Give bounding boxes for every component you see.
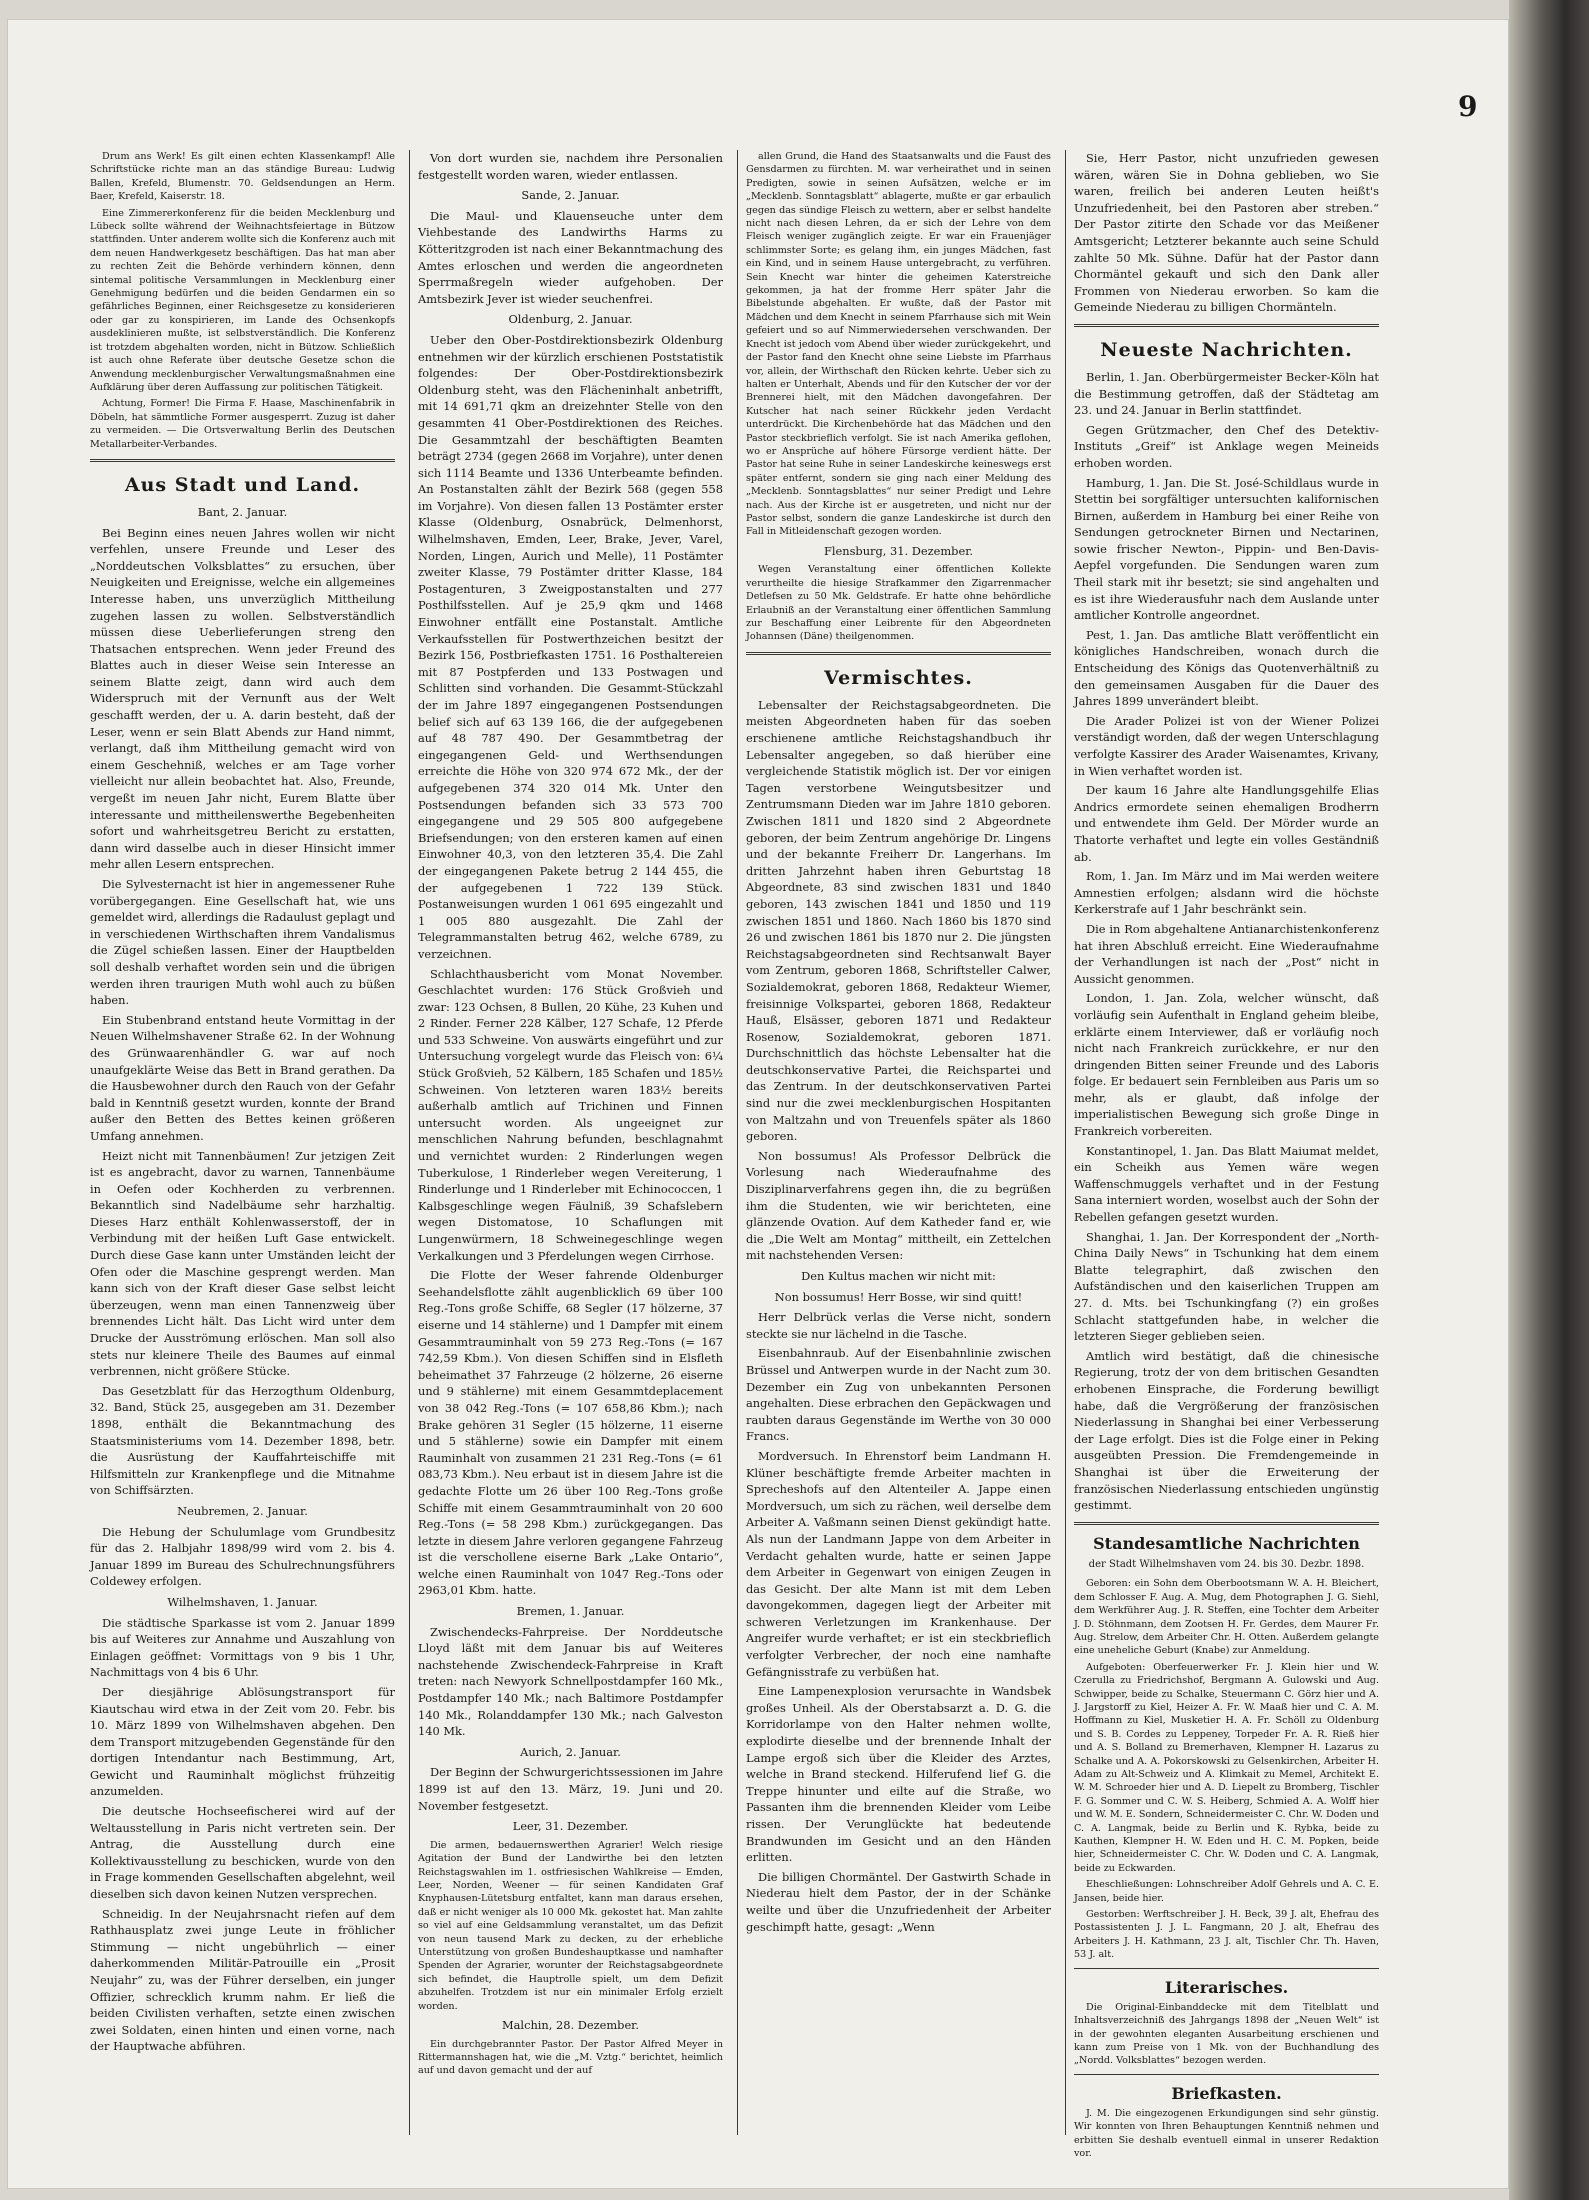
dateline: Oldenburg, 2. Januar. xyxy=(508,312,633,327)
article-paragraph: Pest, 1. Jan. Das amtliche Blatt veröffentlicht ein königliches Handschreiben, wonach durch die Entscheidung des Königs das Quotenverhältniß zu den gemeinsamen Ausgaben für die Dauer des Jahres 1899 unverändert bleibt. xyxy=(1074,627,1379,709)
article-paragraph: Amtlich wird bestätigt, daß die chinesische Regierung, trotz der von dem britischen Gesandten erhobenen Einsprache, die Forderung bewilligt habe, daß die Vergrößerung der französischen Niederlassung in Shanghai bei einer Verbesserung der Lage erfolgt. Dies ist die Folge einer in Peking ausgeübten Pression. Die Fremdengemeinde in Shanghai ist über die Erweiterung der französischen Niederlassung entschieden ungünstig gestimmt. xyxy=(1074,1348,1379,1513)
article-paragraph: Achtung, Former! Die Firma F. Haase, Maschinenfabrik in Döbeln, hat sämmtliche Former ausgesperrt. Zuzug ist daher zu vermeiden. — Die Ortsverwaltung Berlin des Deutschen Metallarbeiter-Verbandes. xyxy=(90,398,395,450)
article-paragraph: allen Grund, die Hand des Staatsanwalts und die Faust des Gensdarmen zu fürchten. M. war verheirathet und in seinen Predigten, sowie in seinen Aufsätzen, welche er im „Mecklenb. Sonntagsblatt“ ablagerte, mußte er gar erbaulich gegen das sündige Fleisch zu wettern, aber er selbst handelte nicht nach diesen Lehren, da er sich der Lehre von dem Fleisch weniger zugänglich zeigte. Er war ein Frauenjäger schlimmster Sorte; es gelang ihm, ein junges Mädchen, fast ein Kind, und in seinem Hause untergebracht, zu verführen. Sein Knecht war hinter die geheimen Katerstreiche gekommen, ja hat der fromme Herr später Jahr die Bibelstunde abgehalten. Er wußte, daß der Pastor mit Mädchen und dem Knecht in seinem Pfarrhause sich mit Wein gefeiert und so auf Nimmerwiedersehen verschwanden. Der Knecht ist jedoch vom Abend über wieder zurückgekehrt, und der Pastor fand den Knecht ohne seine Liebste im Pfarrhaus vor, allein, der Wirthschaft den Rücken kehrte. Ueber sich zu halten er Unterhalt, Abends und für den Kutscher der vor der Brennerei hielt, mit den Mädchen davongefahren. Der Kutscher hat nach seiner Rückkehr jeden Verdacht unterdrückt. Die Kirchenbehörde hat das Mädchen und den Pastor steckbrieflich verfolgt. Sie ist nach Amerika geflohen, wo er Ansprüche auf höhere Fürsorge verdient hätte. Der Pastor hat seine Ruhe in seiner Landeskirche keineswegs erst später entfernt, sondern sie ging nach einer Meldung des „Mecklenb. Sonntagsblattes“ nur seiner Predigt und Lehre nach. Aus der Kirche ist er ausgetreten, und nicht nur der Pastor selbst, sondern die ganze Landeskirche ist durch den Fall in Mitleidenschaft gezogen worden. xyxy=(746,151,1051,538)
article-paragraph: Shanghai, 1. Jan. Der Korrespondent der „North-China Daily News“ in Tschunking hat dem einem Blatte telegraphirt, daß zwischen den Aufständischen und den kaiserlichen Truppen am 27. d. Mts. bei Tschunkingfang (?) ein großes Schlacht stattgefunden habe, in welcher die letzteren Sieger geblieben seien. xyxy=(1074,1229,1379,1344)
article-paragraph: Der Beginn der Schwurgerichtssessionen im Jahre 1899 ist auf den 13. März, 19. Juni und 20. November festgesetzt. xyxy=(418,1765,723,1813)
article-paragraph: Eheschließungen: Lohnschreiber Adolf Gehrels und A. C. E. Jansen, beide hier. xyxy=(1074,1879,1379,1904)
section-heading: Neueste Nachrichten. xyxy=(1100,338,1353,361)
article-paragraph: Ein durchgebrannter Pastor. Der Pastor Alfred Meyer in Rittermannshagen hat, wie die „M. Vztg.“ berichtet, heimlich auf und davon gemacht und der auf xyxy=(418,2038,723,2077)
article-paragraph: Die städtische Sparkasse ist vom 2. Januar 1899 bis auf Weiteres zur Annahme und Auszahlung von Einlagen geöffnet: Vormittags von 9 bis 1 Uhr, Nachmittags von 4 bis 6 Uhr. xyxy=(90,1615,395,1680)
article-paragraph: Eine Zimmererkonferenz für die beiden Mecklenburg und Lübeck sollte während der Weihnachtsfeiertage in Bützow stattfinden. Unter anderem wollte sich die Konferenz auch mit dem neuen Handwerkgesetz beschäftigen. Das hat man aber zu rechten Zeit die Behörde verhindern können, denn sintemal politische Versammlungen in Mecklenburg einer Genehmigung bedürfen und die beiden Gendarmen ein so gefährliches Beginnen, einer Reichsgesetze zu konsiderieren oder gar zu konspirieren, im Lande des Ochsenkopfs ausdeklinieren mußte, ist selbstverständlich. Die Konferenz ist trotzdem abgehalten worden, nicht in Bützow. Schließlich ist auch ohne Referate über deutsche Gesetze schon die Anwendung mecklenburgischer Verwaltungsmaßnahmen eine Aufklärung über deren Auffassung zur politischen Tätigkeit. xyxy=(90,207,395,393)
article-paragraph: Ueber den Ober-Postdirektionsbezirk Oldenburg entnehmen wir der kürzlich erschienen Poststatistik folgendes: Der Ober-Postdirektionsbezirk Oldenburg steht, was den Flächeninhalt anbetrifft, mit 14 691,71 qkm an dreizehnter Stelle von den gesammten 41 Ober-Postdirektionen des Reiches. Die Gesammtzahl der beschäftigten Beamten beträgt 2734 (gegen 2668 im Vorjahre), unter denen sich 1114 Beamte und 1336 Unterbeamte befinden. An Postanstalten zählt der Bezirk 568 (gegen 558 im Vorjahre). Von diesen fallen 13 Postämter erster Klasse (Oldenburg, Osnabrück, Delmenhorst, Wilhelmshaven, Emden, Leer, Brake, Jever, Varel, Norden, Lingen, Aurich und Melle), 11 Postämter zweiter Klasse, 79 Postämter dritter Klasse, 184 Postagenturen, 3 Zweigpostanstalten und 277 Posthilfsstellen. Auf je 25,9 qkm und 1468 Einwohner entfällt eine Postanstalt. Amtliche Verkaufsstellen für Postwerthzeichen besitzt der Bezirk 156, Postbriefkasten 1751. 16 Posthaltereien mit 87 Postpferden und 133 Postwagen und Schlitten sind vorhanden. Die Gesammt-Stückzahl der im Jahre 1897 eingegangenen Postsendungen belief sich auf 63 139 166, die der aufgegebenen auf 48 787 490. Der Gesammtbetrag der eingegangenen Geld- und Werthsendungen erreichte die Höhe von 320 974 672 Mk., der der aufgegebenen 374 320 014 Mk. Unter den Postsendungen befanden sich 33 573 700 eingegangene und 29 505 800 aufgegebene Briefsendungen; von den ersteren kamen auf einen Einwohner 40,3, von den letzteren 35,4. Die Zahl der eingegangenen Pakete betrug 2 144 455, die der aufgegebenen 1 722 139 Stück. Postanweisungen wurden 1 061 695 eingezahlt und 1 005 880 ausgezahlt. Die Zahl der Telegrammanstalten betrug 462, welche 6789, zu verzeichnen. xyxy=(418,332,723,961)
article-paragraph: Die in Rom abgehaltene Antianarchistenkonferenz hat ihren Abschluß erreicht. Eine Wiederaufnahme der Verhandlungen ist nach der „Post“ nicht in Aussicht genommen. xyxy=(1074,921,1379,986)
article-paragraph: Der kaum 16 Jahre alte Handlungsgehilfe Elias Andrics ermordete seinen ehemaligen Brodherrn und entwendete ihm Geld. Der Mörder wurde an Thatorte verhaftet und legte ein volles Geständniß ab. xyxy=(1074,783,1379,864)
section-divider xyxy=(1074,1968,1379,1969)
column-1 xyxy=(90,150,395,2135)
article-paragraph: Die billigen Chormäntel. Der Gastwirth Schade in Niederau hielt dem Pastor, der in der Schänke weilte und über die Unzufriedenheit der Arbeiter geschimpft hatte, gesagt: „Wenn xyxy=(746,1869,1051,1934)
article-paragraph: Die Arader Polizei ist von der Wiener Polizei verständigt worden, daß der wegen Unterschlagung verfolgte Kassirer des Arader Waisenamtes, Krivany, in Wien verhaftet worden ist. xyxy=(1074,713,1379,778)
article-paragraph: Sie, Herr Pastor, nicht unzufrieden gewesen wären, wären Sie in Dohna geblieben, wo Sie waren, freilich bei anderen Leuten heißt's Unzufriedenheit, bei den Pastoren aber streben.“ Der Pastor zitirte den Schade vor das Meißener Amtsgericht; Letzterer bekannte auch seine Schuld zahlte 50 Mk. Sühne. Dafür hat der Pastor dann Chormäntel gekauft und sich den Dank aller Frommen von Niederau erworben. So kam die Gemeinde Niederau zu billigen Chormänteln. xyxy=(1074,151,1379,315)
section-heading: Literarisches. xyxy=(1164,1977,1289,1997)
article-paragraph: Gestorben: Werftschreiber J. H. Beck, 39 J. alt, Ehefrau des Postassistenten J. J. L. Fangmann, 20 J. alt, Ehefrau des Arbeiters J. H. Kathmann, 23 J. alt, Tischler Chr. Th. Haven, 53 J. alt. xyxy=(1074,1909,1379,1961)
verse-line: Non bossumus! Herr Bosse, wir sind quitt! xyxy=(774,1289,1023,1304)
article-paragraph: Zwischendecks-Fahrpreise. Der Norddeutsche Lloyd läßt mit dem Januar bis auf Weiteres nachstehende Zwischendeck-Fahrpreise in Kraft treten: nach Newyork Schnellpostdampfer 160 Mk., Postdampfer 140 Mk.; nach Baltimore Postdampfer 140 Mk., Rolanddampfer 130 Mk.; nach Galveston 140 Mk. xyxy=(418,1624,723,1739)
article-paragraph: Eisenbahnraub. Auf der Eisenbahnlinie zwischen Brüssel und Antwerpen wurde in der Nacht zum 30. Dezember ein Zug von unbekannten Personen angehalten. Diese erbrachen den Gepäckwagen und raubten daraus Gegenstände im Werthe von 30 000 Francs. xyxy=(746,1346,1051,1444)
article-paragraph: Schlachthausbericht vom Monat November. Geschlachtet wurden: 176 Stück Großvieh und zwar: 123 Ochsen, 8 Bullen, 20 Kühe, 23 Kuhen und 2 Rinder. Ferner 228 Kälber, 127 Schafe, 12 Pferde und 533 Schweine. Von auswärts eingeführt und zur Untersuchung vorgelegt wurde das Fleisch von: 6¼ Stück Großvieh, 52 Kälbern, 185 Schafen und 185½ Schweinen. Von letzteren waren 183½ bereits außerhalb amtlich auf Trichinen und Finnen untersucht worden. Als ungeeignet zur menschlichen Nahrung befunden, beschlagnahmt und vernichtet wurden: 2 Rinderlungen wegen Tuberkulose, 1 Rinderleber wegen Vereiterung, 1 Rinderlunge und 1 Rinderleber mit Echinococcen, 1 Kalbsgeschlinge wegen Fäulniß, 39 Schafslebern wegen Distomatose, 10 Schaflungen mit Lungenwürmern, 18 Schweinegeschlinge wegen Verkalkungen und 3 Pferdelungen wegen Cirrhose. xyxy=(418,966,723,1263)
article-paragraph: Die deutsche Hochseefischerei wird auf der Weltausstellung in Paris nicht vertreten sein. Der Antrag, die Ausstellung durch eine Kollektivausstellung zu beschicken, wurde von den in Frage kommenden Gesellschaften abgelehnt, weil dieselben sich davon keinen Nutzen versprechen. xyxy=(90,1804,395,1902)
article-paragraph: Gegen Grützmacher, den Chef des Detektiv-Instituts „Greif“ ist Anklage wegen Meineids erhoben worden. xyxy=(1074,422,1379,470)
dateline: Malchin, 28. Dezember. xyxy=(501,2018,640,2033)
section-divider xyxy=(90,459,395,462)
article-paragraph: Eine Lampenexplosion verursachte in Wandsbek großes Unheil. Als der Oberstabsarzt a. D. G. die Korridorlampe von den Halter nehmen wollte, explodirte dieselbe und der brennende Inhalt der Lampe ergoß sich über die Kleider des Arztes, welche in Brand steckend. Hilferufend lief G. die Treppe hinunter und eilte auf die Straße, wo Passanten ihm die brennenden Kleider vom Leibe rissen. Der Verunglückte hat bedeutende Brandwunden im Gesicht und an den Händen erlitten. xyxy=(746,1684,1051,1865)
dateline: Aurich, 2. Januar. xyxy=(520,1744,621,1759)
article-paragraph: Die Hebung der Schulumlage vom Grundbesitz für das 2. Halbjahr 1898/99 wird vom 2. bis 4. Januar 1899 im Bureau des Schulrechnungsführers Coldewey erfolgen. xyxy=(90,1524,395,1589)
section-heading: Aus Stadt und Land. xyxy=(124,473,361,496)
article-paragraph: Schneidig. In der Neujahrsnacht riefen auf dem Rathhausplatz zwei junge Leute in fröhlicher Stimmung — nicht ungebührlich — einer daherkommenden Militär-Patrouille ein „Prosit Neujahr“ zu, was der Führer derselben, ein junger Offizier, schrecklich krumm nahm. Er ließ die beiden Civilisten verhaften, setzte einen zwischen zwei Soldaten, einen hinten und einen vorne, nach der Hauptwache abführen. xyxy=(90,1906,395,2054)
section-subheading: der Stadt Wilhelmshaven vom 24. bis 30. Dezbr. 1898. xyxy=(1088,1558,1365,1570)
article-paragraph: Herr Delbrück verlas die Verse nicht, sondern steckte sie nur lächelnd in die Tasche. xyxy=(746,1310,1051,1341)
article-paragraph: Drum ans Werk! Es gilt einen echten Klassenkampf! Alle Schriftstücke richte man an das ständige Bureau: Ludwig Ballen, Krefeld, Blumenstr. 70. Geldsendungen an Herm. Baer, Krefeld, Kaiserstr. 18. xyxy=(90,151,395,203)
page-number: 9 xyxy=(1458,90,1478,123)
dateline: Leer, 31. Dezember. xyxy=(512,1819,629,1834)
article-paragraph: Von dort wurden sie, nachdem ihre Personalien festgestellt worden waren, wieder entlassen. xyxy=(418,151,723,182)
dateline: Wilhelmshaven, 1. Januar. xyxy=(167,1594,318,1609)
article-paragraph: Geboren: ein Sohn dem Oberbootsmann W. A. H. Bleichert, dem Schlosser F. Aug. A. Mug, dem Photographen J. G. Siehl, dem Werkführer Aug. J. R. Steffen, eine Tochter dem Arbeiter J. D. Stöhnmann, dem Zootsen H. Fr. Gerdes, dem Maurer Fr. Aug. Strelow, dem Arbeiter Chr. H. Otten. Außerdem gelangte eine uneheliche Geburt (Knabe) zur Anmeldung. xyxy=(1074,1578,1379,1657)
column-rule xyxy=(1065,150,1066,2135)
verse-line: Den Kultus machen wir nicht mit: xyxy=(801,1269,996,1283)
article-paragraph: Rom, 1. Jan. Im März und im Mai werden weitere Amnestien erfolgen; alsdann wird die höchste Kerkerstrafe auf 1 Jahr beschränkt sein. xyxy=(1074,869,1379,917)
article-paragraph: Konstantinopel, 1. Jan. Das Blatt Maiumat meldet, ein Scheikh aus Yemen wäre wegen Waffenschmuggels verhaftet und in der Festung Sana interniert worden, woselbst auch der Sohn der Rebellen gefangen gesetzt wurden. xyxy=(1074,1143,1379,1225)
article-paragraph: Mordversuch. In Ehrenstorf beim Landmann H. Klüner beschäftigte fremde Arbeiter machten in Sprecheshofs auf den Altenteiler A. Jappe einen Mordversuch, um sich zu rächen, weil derselbe dem Arbeiter A. Vaßmann seinen Dienst gekündigt hatte. Als nun der Landmann Jappe von dem Arbeiter in Verdacht gehalten wurde, hatte er seinen Jappe dem Arbeiter in Gegenwart von einigen Zeugen in das Gesicht. Der alte Mann ist mit dem Leben davongekommen, dagegen liegt der Arbeiter mit schweren Verletzungen im Krankenhause. Der Angreifer wurde verhaftet; er ist ein steckbrieflich verfolgter Verbrecher, der noch eine namhafte Gefängnisstrafe zu verbüßen hat. xyxy=(746,1448,1051,1679)
article-paragraph: Lebensalter der Reichstagsabgeordneten. Die meisten Abgeordneten haben für das soeben erschienene amtliche Reichstagshandbuch ihr Lebensalter angegeben, so daß hierüber eine vergleichende Statistik möglich ist. Der vor einigen Tagen verstorbene Weingutsbesitzer und Zentrumsmann Dieden war im Jahre 1810 geboren. Zwischen 1811 und 1820 sind 2 Abgeordnete geboren, der beim Zentrum angehörige Dr. Lingens und der bekannte Freiherr Dr. Langerhans. Im dritten Jahrzehnt haben ihren Geburtstag 18 Abgeordnete, 83 sind zwischen 1831 und 1840 geboren, 143 zwischen 1841 und 1850 und 119 zwischen 1851 und 1860. Nach 1860 bis 1870 sind 26 und zwischen 1861 bis 1870 nur 2. Die jüngsten Reichstagsabgeordneten sind Rechtsanwalt Bayer vom Zentrum, geboren 1868, Schriftsteller Calwer, Sozialdemokrat, geboren 1868, Redakteur Wiemer, freisinnige Volkspartei, geboren 1868, Redakteur Hauß, Elsässer, geboren 1871 und Redakteur Rosenow, Sozialdemokrat, geboren 1871. Durchschnittlich das höchste Lebensalter hat die deutschkonservative Partei, die Reichspartei und das Zentrum. In der deutschkonservativen Partei sind nur die zwei mecklenburgischen Hospitanten von Maltzahn und von Treuenfels später als 1860 geboren. xyxy=(746,697,1051,1144)
article-paragraph: Aufgeboten: Oberfeuerwerker Fr. J. Klein hier und W. Czerulla zu Friedrichshof, Bergmann A. Gulowski und Aug. Schwipper, beide zu Schalke, Steuermann C. Görz hier und A. J. Jargstorff zu Kiel, Heizer A. Fr. W. Maaß hier und C. A. M. Hoffmann zu Kiel, Musketier H. A. Fr. Schöll zu Oldenburg und S. B. Cordes zu Leppeney, Torpeder Fr. A. R. Rieß hier und A. S. Bolland zu Bremerhaven, Klempner H. Lazarus zu Schalke und A. A. Pokorskowski zu Gelsenkirchen, Arbeiter H. Adam zu Alt-Schweiz und A. Klimkait zu Memel, Architekt E. W. M. Schroeder hier und A. D. Liepelt zu Bromberg, Tischler F. G. Sommer und C. W. S. Heiberg, Schmied A. A. Wolff hier und W. M. E. Sondern, Schneidermeister C. Chr. W. Doden und C. A. Langmak, beide zu Berlin und K. Rybka, beide zu Kauthen, Klempner H. W. Eden und H. C. M. Popken, beide hier, Schneidermeister C. Chr. W. Doden und C. A. Langmak, beide zu Eckwarden. xyxy=(1074,1661,1379,1874)
section-divider xyxy=(1074,324,1379,327)
article-paragraph: Die Sylvesternacht ist hier in angemessener Ruhe vorübergegangen. Eine Gesellschaft hat, wie uns gemeldet wird, allerdings die Radaulust geplagt und in verschiedenen Wirthschaften ihrem Vandalismus die Zügel schießen lassen. Einer der Hauptbelden soll deshalb verhaftet worden sein und die übrigen werden ihren traurigen Muth wohl auch zu büßen haben. xyxy=(90,877,395,1008)
section-divider xyxy=(746,652,1051,655)
article-paragraph: Ein Stubenbrand entstand heute Vormittag in der Neuen Wilhelmshavener Straße 62. In der Wohnung des Grünwaarenhändler G. war auf noch unaufgeklärte Weise das Bett in Brand gerathen. Da die Hausbewohner durch den Rauch von der Gefahr bald in Kenntniß gesetzt wurden, konnte der Brand außer den Betten des Bettes keinen größeren Umfang annehmen. xyxy=(90,1012,395,1143)
article-paragraph: Bei Beginn eines neuen Jahres wollen wir nicht verfehlen, unsere Freunde und Leser des „Norddeutschen Volksblattes“ zu ersuchen, über Neuigkeiten und Ereignisse, welche ein allgemeines Interesse haben, uns unverzüglich Mittheilung zugehen lassen zu wollen. Selbstverständlich müssen diese Ueberlieferungen streng den Thatsachen entsprechen. Wenn jeder Freund des Blattes auch in dieser Weise sein Interesse an seinem Blatte zeigt, dann wird auch dem Widerspruch mit der Vernunft aus der Welt geschafft werden, der u. A. darin besteht, daß der Leser, wenn er sein Blatt Abends zur Hand nimmt, verlangt, daß ihm Mittheilung gemacht wird von einem Geschehniß, welches er am Tage vorher vielleicht nur allein beobachtet hat. Also, Freunde, vergeßt im neuen Jahr nicht, Eurem Blatte über interessante und mittheilenswerthe Begebenheiten sofort und wahrheitsgetreu Bericht zu erstatten, dann wird dasselbe auch in dieser Hinsicht immer mehr allen Lesern entsprechen. xyxy=(90,525,395,872)
article-paragraph: Berlin, 1. Jan. Oberbürgermeister Becker-Köln hat die Bestimmung getroffen, daß der Städtetag am 23. und 24. Januar in Berlin stattfindet. xyxy=(1074,369,1379,418)
dateline: Neubremen, 2. Januar. xyxy=(177,1503,308,1518)
article-paragraph: Die Original-Einbanddecke mit dem Titelblatt und Inhaltsverzeichniß des Jahrgangs 1898 der „Neuen Welt“ ist in der gewohnten eleganten Ausarbeitung erschienen und kann zum Preise von 1 Mk. von der Buchhandlung des „Nordd. Volksblattes“ bezogen werden. xyxy=(1074,2001,1379,2067)
article-paragraph: Die armen, bedauernswerthen Agrarier! Welch riesige Agitation der Bund der Landwirthe bei den letzten Reichstagswahlen im 1. ostfriesischen Wahlkreise — Emden, Leer, Norden, Weener — für seinen Kandidaten Graf Knyphausen-Lütetsburg entfaltet, kann man daraus ersehen, daß er nicht weniger als 10 000 Mk. gekostet hat. Man zahlte so viel auf eine Geldsammlung veranstaltet, um das Defizit von neun tausend Mark zu decken, zu der erhebliche Unterstützung von großen Bundeshauptkasse und namhafter Spenden der Agrarier, worunter der Reichstagsabgeordnete sich befindet, die Hauptrolle spielt, um dem Defizit abzuhelfen. Trotzdem ist nur ein minimaler Erfolg erzielt worden. xyxy=(418,1839,723,2012)
article-paragraph: J. M. Die eingezogenen Erkundigungen sind sehr günstig. Wir konnten von Ihren Behauptungen Kenntniß nehmen und erbitten Sie deshalb eventuell einmal in unserer Redaktion vor. xyxy=(1074,2107,1379,2159)
section-heading: Vermischtes. xyxy=(824,666,973,689)
column-rule xyxy=(737,150,738,2135)
column-2 xyxy=(418,150,723,2135)
article-paragraph: Der diesjährige Ablösungstransport für Kiautschau wird etwa in der Zeit vom 20. Febr. bis 10. März 1899 von Wilhelmshaven abgehen. Den dem Transport mitzugebenden Gegenstände für den dortigen Intendantur nach Bestimmung, Art, Gewicht und Rauminhalt möglichst frühzeitig anzumelden. xyxy=(90,1684,395,1799)
section-heading: Briefkasten. xyxy=(1171,2083,1282,2103)
column-4 xyxy=(1074,150,1379,2159)
article-paragraph: Wegen Veranstaltung einer öffentlichen Kollekte verurtheilte die hiesige Strafkammer den Zigarrenmacher Detlefsen zu 50 Mk. Geldstrafe. Er hatte ohne behördliche Erlaubniß an der Veranstaltung einer öffentlichen Sammlung zur Beschaffung einer Leibrente für den Abgeordneten Johannsen (Däne) theilgenommen. xyxy=(746,564,1051,643)
dateline: Bant, 2. Januar. xyxy=(197,504,288,519)
column-3 xyxy=(746,150,1051,2135)
section-divider xyxy=(1074,1522,1379,1525)
section-divider xyxy=(1074,2074,1379,2075)
dateline: Bremen, 1. Januar. xyxy=(516,1604,625,1619)
article-paragraph: Das Gesetzblatt für das Herzogthum Oldenburg, 32. Band, Stück 25, ausgegeben am 31. Dezember 1898, enthält die Bekanntmachung des Staatsministeriums vom 14. Dezember 1898, betr. die Ausrüstung der Kauffahrteischiffe mit Hilfsmitteln zur Krankenpflege und die Mitnahme von Schiffsärzten. xyxy=(90,1383,395,1498)
article-paragraph: Heizt nicht mit Tannenbäumen! Zur jetzigen Zeit ist es angebracht, davor zu warnen, Tannenbäume in Oefen oder Kochherden zu verbrennen. Bekanntlich sind Nadelbäume sehr harzhaltig. Dieses Harz enthält Kohlenwasserstoff, der in Verbindung mit der heißen Luft Gase entwickelt. Durch diese Gase kann unter Umständen leicht der Ofen oder die Maschine gesprengt werden. Man kann sich von der Kraft dieser Gase selbst leicht überzeugen, wenn man einen Tannenzweig über brennendes Licht hält. Das Licht wird unter dem Drucke der Ausströmung erlöschen. Man soll also stets nur kleinere Theile des Baumes auf einmal verbrennen, nicht größere Stücke. xyxy=(90,1148,395,1379)
article-paragraph: Hamburg, 1. Jan. Die St. José-Schildlaus wurde in Stettin bei sorgfältiger untersuchten kalifornischen Birnen, außerdem in Hamburg bei einer Reihe von Sendungen getrockneter Birnen und Nectarinen, sowie frischer Newton-, Pippin- und Ben-Davis-Aepfel vorgefunden. Die Sendungen waren zum Theil stark mit ihr besetzt; sie sind angehalten und es ist ihre Wiederausfuhr nach dem Auslande unter amtlicher Kontrolle angeordnet. xyxy=(1074,475,1379,623)
article-paragraph: Die Maul- und Klauenseuche unter dem Viehbestande des Landwirths Harms zu Kötteritzgroden ist nach einer Bekanntmachung des Amtes erloschen und werden die angeordneten Sperrmaßregeln wieder aufgehoben. Der Amtsbezirk Jever ist wieder seuchenfrei. xyxy=(418,208,723,306)
section-heading: Standesamtliche Nachrichten xyxy=(1093,1533,1360,1553)
article-paragraph: London, 1. Jan. Zola, welcher wünscht, daß vorläufig sein Aufenthalt in England geheim bleibe, erklärte einem Interviewer, daß er vorläufig noch nicht nach Frankreich zurückkehre, er nur den dringenden Bitten seiner Freunde und des Laboris folge. Er bedauert sein Fernbleiben aus Paris um so mehr, als er glaubt, daß infolge der imperialistischen Bewegung sich große Dinge in Frankreich vorbereiten. xyxy=(1074,991,1379,1139)
book-spine xyxy=(1509,0,1589,2200)
column-rule xyxy=(409,150,410,2135)
article-paragraph: Die Flotte der Weser fahrende Oldenburger Seehandelsflotte zählt augenblicklich 69 über 100 Reg.-Tons große Schiffe, 68 Segler (17 hölzerne, 37 eiserne und 14 stählerne) und 1 Dampfer mit einem Gesammtrauminhalt von 59 273 Reg.-Tons (= 167 742,59 Kbm.). Von diesen Schiffen sind in Elsfleth beheimathet 37 Fahrzeuge (2 hölzerne, 26 eiserne und 9 stählerne) mit einem Gesammtdeplacement von 38 042 Reg.-Tons (= 107 658,86 Kbm.); nach Brake gehören 31 Segler (15 hölzerne, 11 eiserne und 5 stählerne) sowie ein Dampfer mit einem Rauminhalt von zusammen 21 231 Reg.-Tons (= 61 083,73 Kbm.). Neu erbaut ist in diesem Jahre ist die gedachte Flotte um 26 über 100 Reg.-Tons große Schiffe mit einem Gesammtrauminhalt von 20 600 Reg.-Tons (= 58 298 Kbm.) zurückgegangen. Das letzte in diesem Jahre verloren gegangene Fahrzeug ist die verschollene eiserne Bark „Lake Ontario“, welche einen Rauminhalt von 1047 Reg.-Tons oder 2963,01 Kbm. hatte. xyxy=(418,1268,723,1598)
dateline: Sande, 2. Januar. xyxy=(521,188,620,203)
article-paragraph: Non bossumus! Als Professor Delbrück die Vorlesung nach Wiederaufnahme des Disziplinarverfahrens gegen ihn, die zu begrüßen ihm die Studenten, wie wir berichteten, eine glänzende Ovation. Auf dem Katheder fand er, wie die „Die Welt am Montag“ mittheilt, ein Zettelchen mit nachstehenden Versen: xyxy=(746,1148,1051,1263)
dateline: Flensburg, 31. Dezember. xyxy=(823,543,974,558)
